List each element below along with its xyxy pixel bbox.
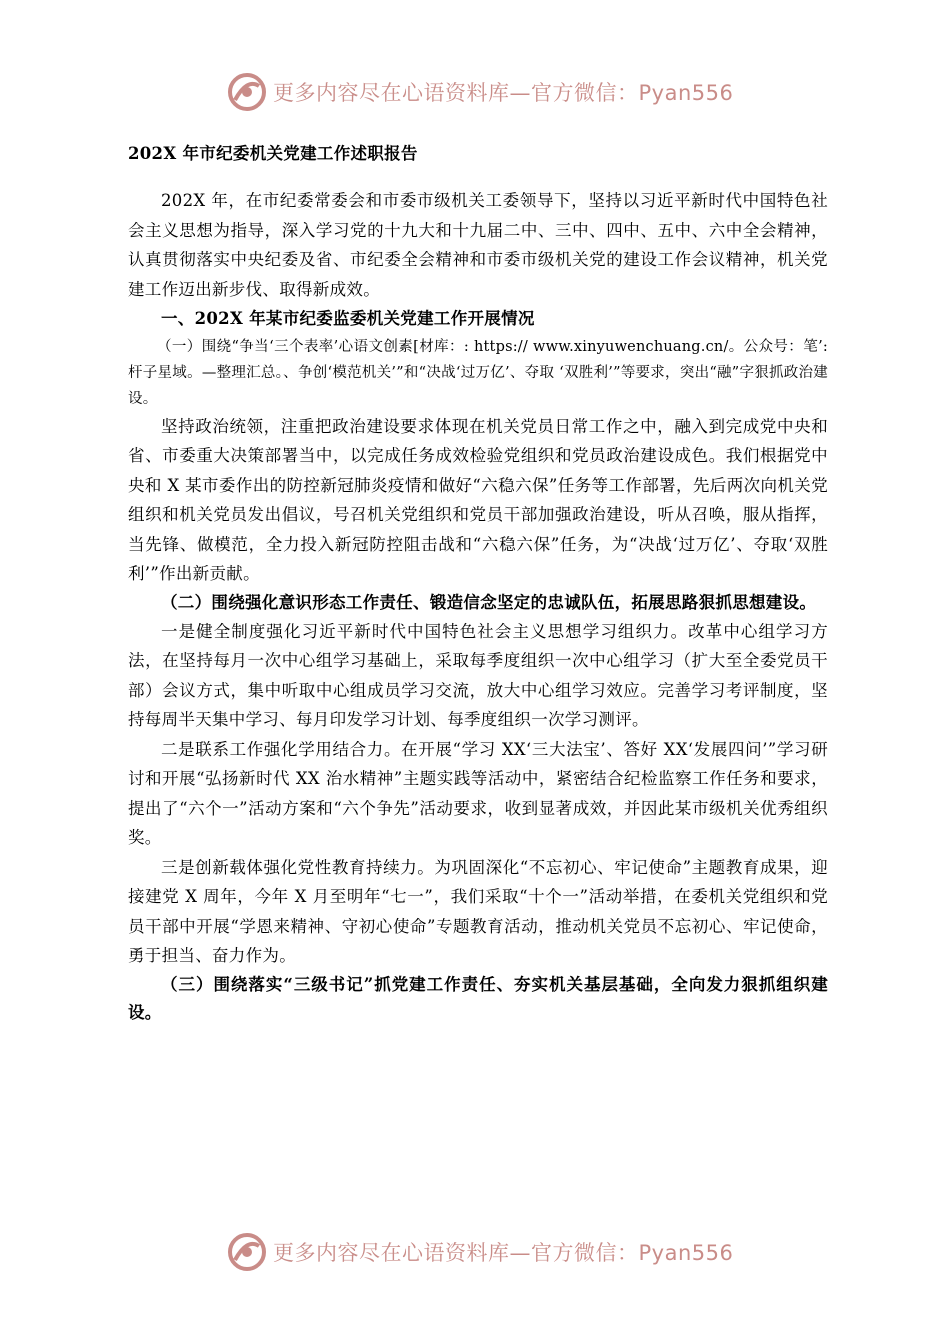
subsection-1-heading: （一）围绕“争当‘三个表率’心语文创素[材库：: https:// www.xinyuwenchuang.cn/。公众号：笔’:杆子星域。—整理汇总。、争创‘模范机关’”和“决战‘过万亿’、夺取 ‘双胜利’”等要求，突出“融”字狠抓政治建设。 — [128, 338, 828, 407]
subsection-3-heading: （三）围绕落实“三级书记”抓党建工作责任、夯实机关基层基础，全向发力狠抓组织建设。 — [128, 974, 828, 1022]
watermark-text: 更多内容尽在心语资料库—官方微信：Pyan556 — [273, 81, 734, 105]
document-title: 202X 年市纪委机关党建工作述职报告 — [128, 144, 418, 163]
subsection-2-heading: （二）围绕强化意识形态工作责任、锻造信念坚定的忠诚队伍，拓展思路狠抓思想建设。 — [161, 592, 817, 612]
swirl-logo-icon — [225, 70, 269, 114]
subsection-1-paragraph: 坚持政治统领，注重把政治建设要求体现在机关党员日常工作之中，融入到完成党中央和省、市委重大决策部署当中，以完成任务成效检验党组织和党员政治建设成色。我们根据党中央和 X 某市委作出的防控新冠肺炎疫情和做好“六稳六保”任务等工作部署，先后两次向机关党组织和机关党员发出倡议，号召机关党组织和党员干部加强政治建设，听从召唤，服从指挥，当先锋、做模范，全力投入新冠防控阻击战和“六稳六保”任务，为“决战‘过万亿’、夺取‘双胜利’”作出新贡献。 — [128, 416, 828, 583]
document-body — [128, 140, 828, 1027]
header-watermark — [225, 70, 745, 114]
section-heading: 一、202X 年某市纪委监委机关党建工作开展情况 — [161, 309, 535, 328]
subsection-2-paragraph-3: 三是创新载体强化党性教育持续力。为巩固深化“不忘初心、牢记使命”主题教育成果，迎接建党 X 周年，今年 X 月至明年“七一”，我们采取“十个一”活动举措，在委机关党组织和党员干部中开展“学恩来精神、守初心使命”专题教育活动，推动机关党员不忘初心、牢记使命，勇于担当、奋力作为。 — [128, 857, 828, 965]
subsection-2-paragraph-1: 一是健全制度强化习近平新时代中国特色社会主义思想学习组织力。改革中心组学习方法，在坚持每月一次中心组学习基础上，采取每季度组织一次中心组学习（扩大至全委党员干部）会议方式，集中听取中心组成员学习交流，放大中心组学习效应。完善学习考评制度，坚持每周半天集中学习、每月印发学习计划、每季度组织一次学习测评。 — [128, 621, 828, 729]
subsection-2-paragraph-2: 二是联系工作强化学用结合力。在开展“学习 XX‘三大法宝’、答好 XX‘发展四问’”学习研讨和开展“弘扬新时代 XX 治水精神”主题实践等活动中，紧密结合纪检监察工作任务和要求，提出了“六个一”活动方案和“六个争先”活动要求，收到显著成效，并因此某市级机关优秀组织奖。 — [128, 739, 828, 847]
swirl-logo-icon — [225, 1230, 269, 1274]
footer-watermark — [225, 1230, 745, 1274]
intro-paragraph: 202X 年，在市纪委常委会和市委市级机关工委领导下，坚持以习近平新时代中国特色社会主义思想为指导，深入学习党的十九大和十九届二中、三中、四中、五中、六中全会精神，认真贯彻落实中央纪委及省、市纪委全会精神和市委市级机关党的建设工作会议精神，机关党建工作迈出新步伐、取得新成效。 — [128, 191, 828, 299]
watermark-text: 更多内容尽在心语资料库—官方微信：Pyan556 — [273, 1241, 734, 1265]
